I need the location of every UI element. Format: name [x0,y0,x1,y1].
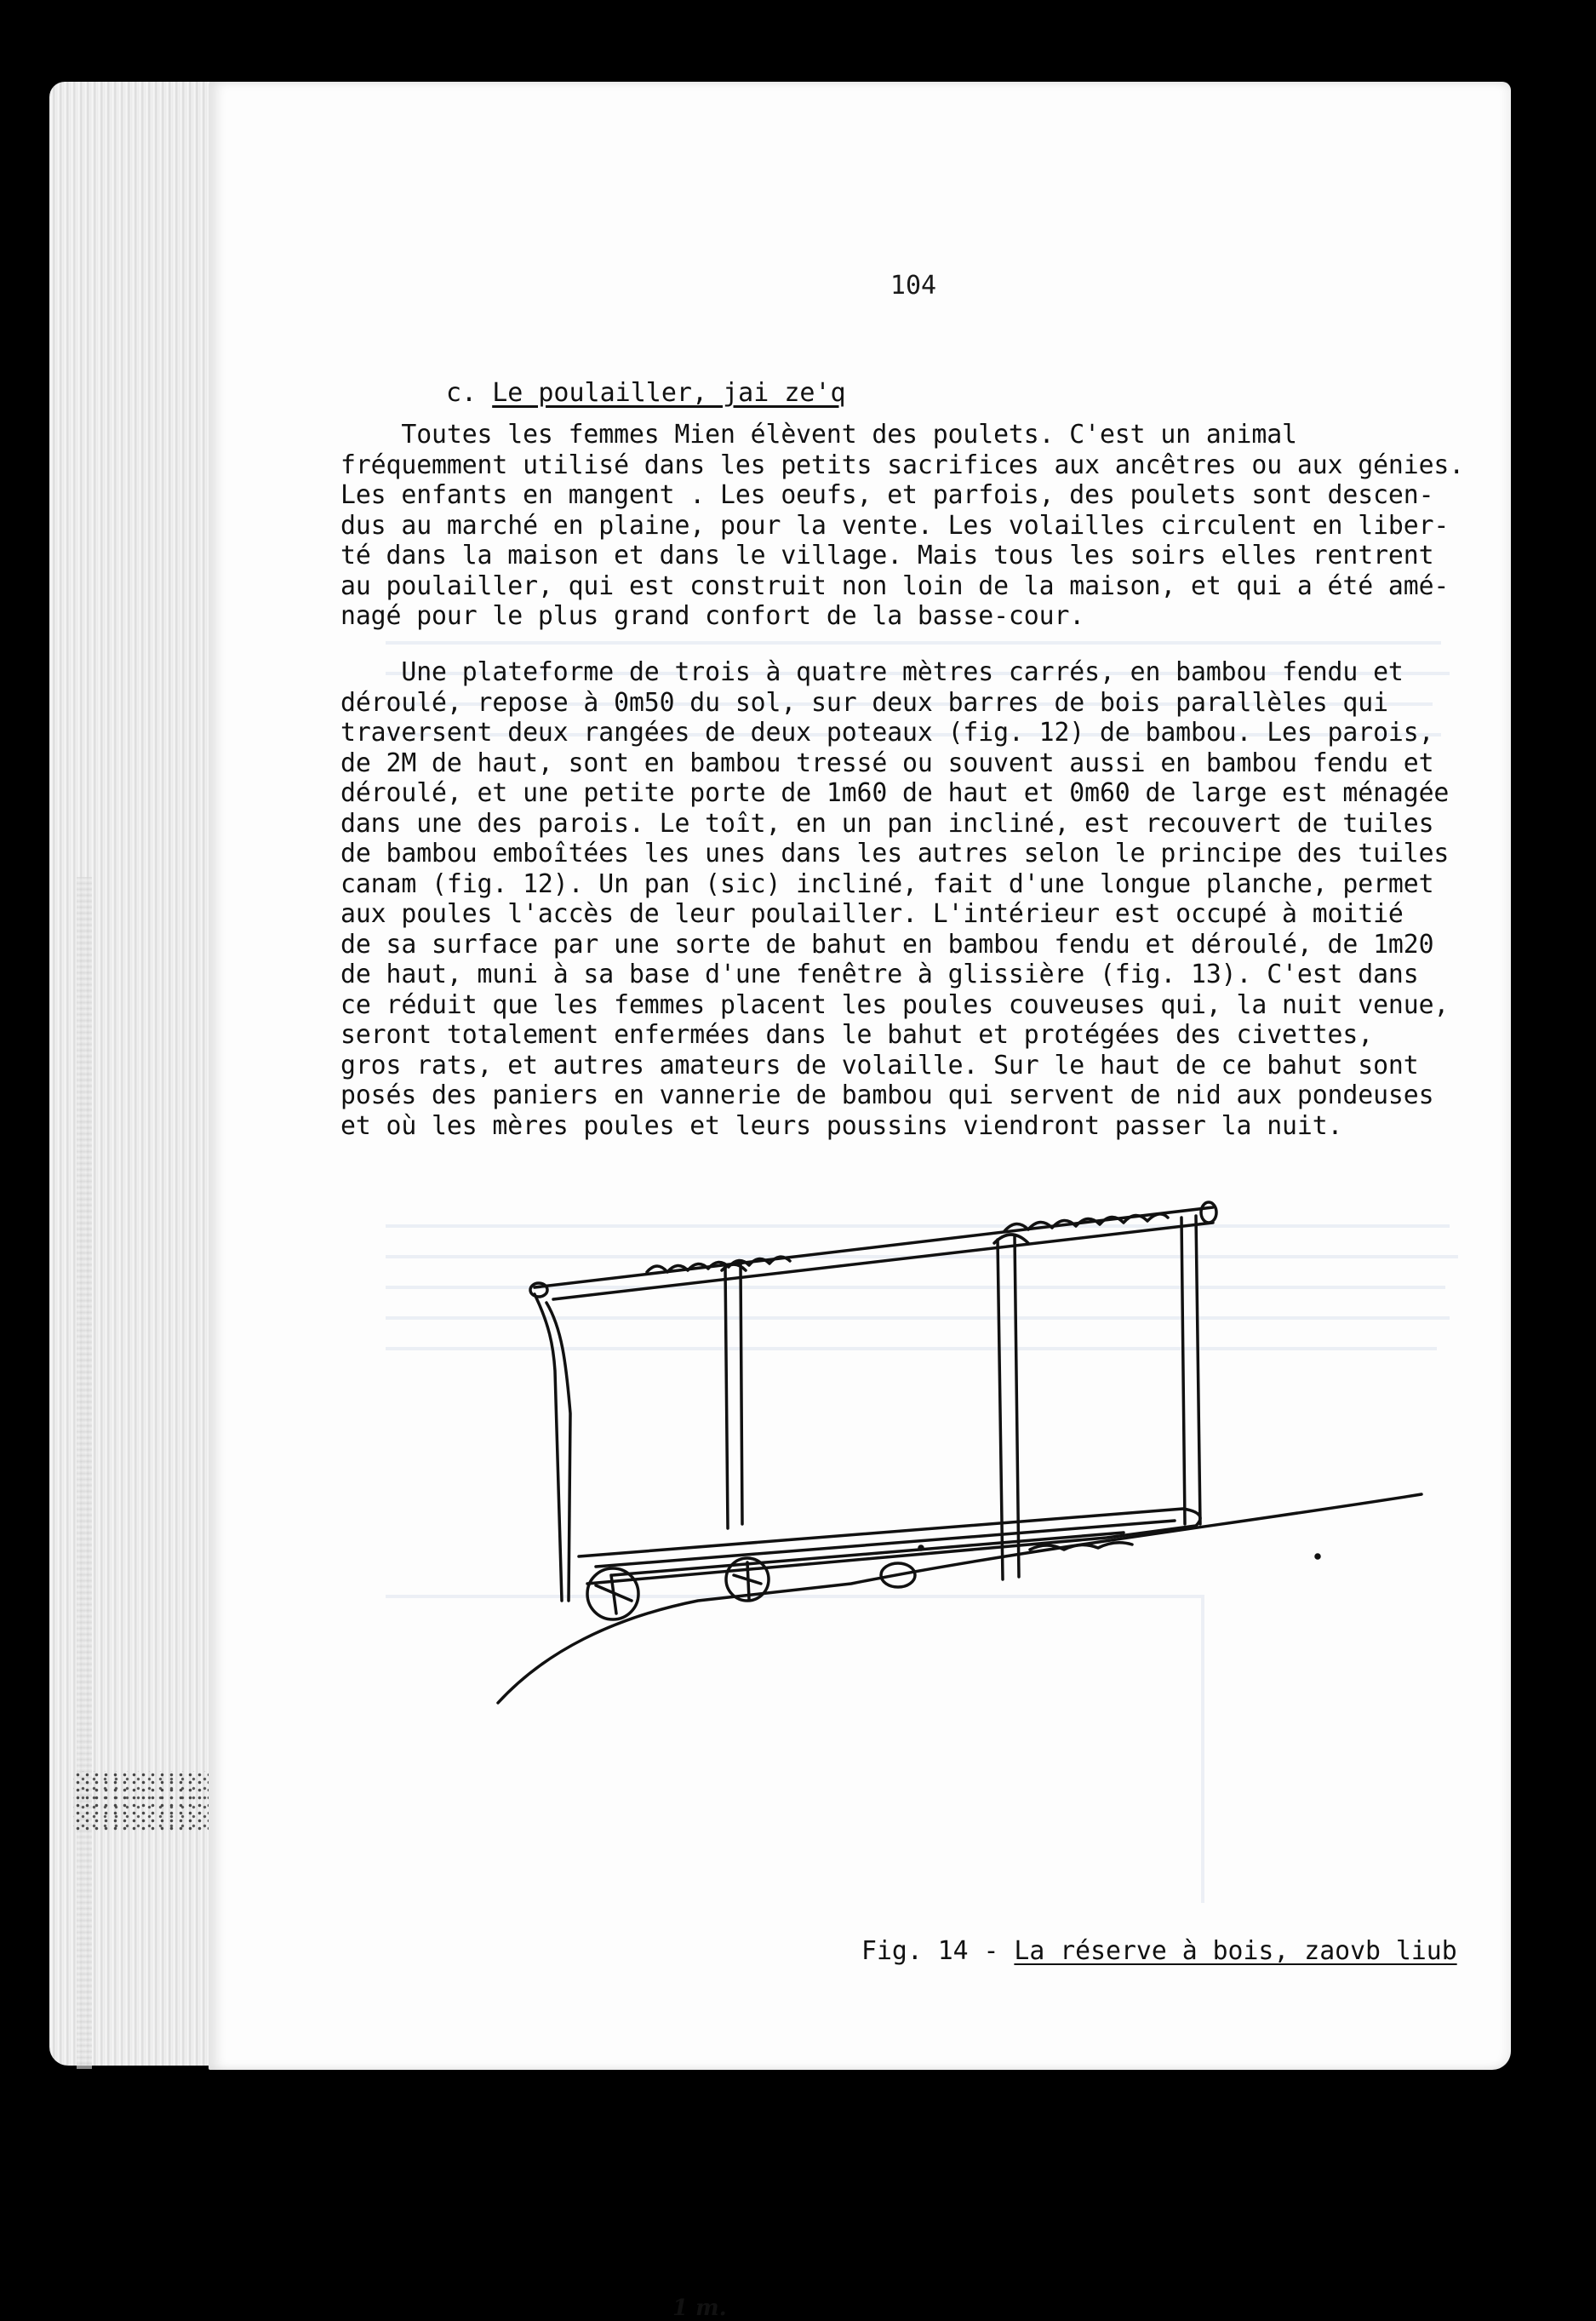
scale-label: 1 m. [672,2295,727,2321]
post-back-right [1181,1216,1200,1524]
roof-end-left [530,1283,547,1297]
caption-prefix: Fig. 14 - [861,1936,1015,1966]
post-back-left [725,1264,742,1528]
text-line: de 2M de haut, sont en bambou tressé ou souvent aussi en bambou fendu et [340,748,1434,778]
text-line: ce réduit que les femmes placent les poules couveuses qui, la nuit venue, [340,989,1450,1020]
text-line: Les enfants en mangent . Les oeufs, et parfois, des poulets sont descen- [340,480,1434,510]
figure-caption [861,1936,1457,1966]
text-line: posés des paniers en vannerie de bambou qui servent de nid aux pondeuses [340,1080,1434,1110]
text-line: au poulailler, qui est construit non loin de la maison, et qui a été amé- [340,570,1450,601]
post-front-left [535,1294,570,1601]
page-number: 104 [890,271,937,301]
text-line: gros rats, et autres amateurs de volaille. Sur le haut de ce bahut sont [340,1050,1419,1080]
text-line: dus au marché en plaine, pour la vente. Les volailles circulent en liber- [340,510,1450,541]
post-front-middle [998,1236,1019,1579]
text-line: de bambou emboîtées les unes dans les autres selon le principe des tuiles [340,839,1450,868]
text-line: et où les mères poules et leurs poussins viendront passer la nuit. [340,1110,1343,1141]
section-title: Le poulailler, jai ze'q [492,378,846,408]
platform [579,1509,1200,1584]
text-line: de sa surface par une sorte de bahut en bambou fendu et déroulé, de 1m20 [340,929,1434,960]
text-line: Toutes les femmes Mien élèvent des poulets. C'est un animal [340,420,1297,450]
text-line: de haut, muni à sa base d'une fenêtre à glissière (fig. 13). C'est dans [340,960,1419,989]
roof-underside [553,1223,1213,1299]
text-line: Une plateforme de trois à quatre mètres carrés, en bambou fendu et [340,657,1404,687]
text-line: seront totalement enfermées dans le bahut et protégées des civettes, [340,1020,1374,1050]
caption-title: La réserve à bois, zaovb liub [1014,1936,1457,1966]
text-line: nagé pour le plus grand confort de la basse-cour. [340,601,1085,631]
text-line: déroulé, et une petite porte de 1m60 de haut et 0m60 de large est ménagée [340,778,1450,808]
text-line: dans une des parois. Le toît, en un pan incliné, est recouvert de tuiles [340,808,1434,839]
section-marker: c. [446,378,478,408]
text-line: canam (fig. 12). Un pan (sic) incliné, fait d'une longue planche, permet [340,868,1434,899]
roof-end-right [1201,1202,1216,1223]
text-line: traversent deux rangées de deux poteaux (fig. 12) de bambou. Les parois, [340,718,1434,748]
roof-edge [535,1207,1213,1287]
text-line: fréquemment utilisé dans les petits sacrifices aux ancêtres ou aux génies. [340,450,1465,480]
text-line: té dans la maison et dans le village. Mais tous les soirs elles rentrent [340,541,1434,570]
text-line: aux poules l'accès de leur poulailler. L'intérieur est occupé à moitié [340,899,1404,929]
text-line: déroulé, repose à 0m50 du sol, sur deux barres de bois parallèles qui [340,687,1388,718]
